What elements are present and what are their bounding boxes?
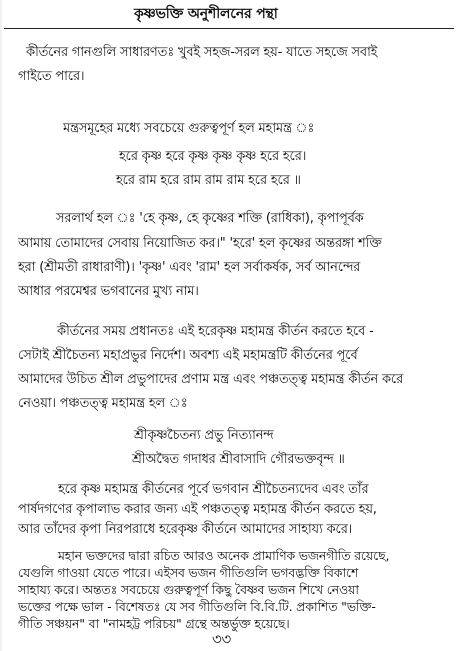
paragraph-line: মন্ত্রসমূহের মধ্যে সবচেয়ে গুরুত্বপূর্ণ হল মহামন্ত্র ঃ (63, 121, 315, 136)
paragraph-line: কীর্তনের সময় প্রধানতঃ এই হরেকৃষ্ণ মহামন্ত্র কীর্তন করতে হবে - (57, 324, 374, 339)
paragraph-line: যেগুলি গাওয়া যেতে পারে। এইসব ভজন গীতিগুলি ভগবদ্ভক্তি বিকাশে (18, 565, 359, 580)
paragraph-line: কীর্তনের গানগুলি সাধারণতঃ খুবই সহজ-সরল হয়- যাতে সহজে সবাই (26, 45, 378, 60)
paragraph-line: হরা (শ্রীমতী রাধারাণী)। 'কৃষ্ণ' এবং 'রাম' হল সর্বাকর্ষক, সর্ব আনন্দের (18, 260, 361, 275)
paragraph-line: নেওয়া। পঞ্চতত্ত্ব মহামন্ত্র হল ঃ (18, 396, 188, 411)
paragraph-line: আমায় তোমাদের সেবায় নিয়োজিত কর।" 'হরে' হল কৃষ্ণের অন্তরঙ্গা শক্তি (18, 236, 382, 251)
paragraph-line: পার্ষদগণের কৃপালাভ করার জন্য এই পঞ্চতত্ত্ব মহামন্ত্র কীর্তন করতে হয়, (18, 502, 377, 517)
paragraph-line: গাইতে পারে। (18, 69, 85, 84)
paragraph-line: আধার পরমেশ্বর ভগবানের মুখ্য নাম। (18, 284, 199, 299)
page-number: ৩৩ (212, 630, 232, 648)
paragraph-line: গীতি সঞ্চয়ন" বা "নামহট্ট পরিচয়" গ্রন্থে অন্তর্ভুক্ত হয়েছে। (18, 616, 290, 631)
paragraph-line: আর তাঁদের কৃপা নিরপরাধে হরেকৃষ্ণ কীর্তনে আমাদের সাহায্য করে। (18, 522, 353, 537)
paragraph-line: হরে কৃষ্ণ মহামন্ত্র কীর্তনের পূর্বে ভগবান শ্রীচৈতন্যদেব এবং তাঁর (58, 482, 369, 497)
paragraph-line: সাহায্য করে। অন্ততঃ সবচেয়ে গুরুত্বপূর্ণ কিছু বৈষ্ণব ভজন শিখে নেওয়া (18, 582, 359, 597)
mantra-line: হরে কৃষ্ণ হরে কৃষ্ণ কৃষ্ণ কৃষ্ণ হরে হরে। (119, 149, 307, 164)
paragraph-line: সরলার্থ হল ঃ 'হে কৃষ্ণ, হে কৃষ্ণের শক্তি (রাধিকা), কৃপাপূর্বক (56, 211, 364, 226)
page-title: কৃষ্ণভক্তি অনুশীলনের পন্থা (134, 6, 278, 22)
mantra-line: শ্রীঅদ্বৈত গদাধর শ্রীবাসাদি গৌরভক্তবৃন্দ ॥ (132, 452, 345, 467)
header-rule (4, 28, 454, 29)
paragraph-line: সেটাই শ্রীচৈতন্য মহাপ্রভুর নির্দেশ। অবশ্য এই মহামন্ত্রটি কীর্তনের পূর্বে (18, 348, 358, 363)
paragraph-line: আমাদের উচিত শ্রীল প্রভুপাদের প্রণাম মন্ত্র এবং পঞ্চতত্ত্ব মহামন্ত্র কীর্তন করে (18, 372, 404, 387)
mantra-line: শ্রীকৃষ্ণচৈতন্য প্রভু নিত্যানন্দ (134, 428, 274, 443)
mantra-line: হরে রাম হরে রাম রাম রাম হরে হরে ॥ (116, 173, 301, 188)
paragraph-line: ভক্তের পক্ষে ভাল - বিশেষতঃ যে সব গীতিগুলি বি.বি.টি. প্রকাশিত "ভক্তি- (18, 599, 376, 614)
paragraph-line: মহান ভক্তদের দ্বারা রচিত আরও অনেক প্রামাণিক ভজনগীতি রয়েছে, (58, 548, 390, 563)
scan-edge (0, 0, 2, 651)
